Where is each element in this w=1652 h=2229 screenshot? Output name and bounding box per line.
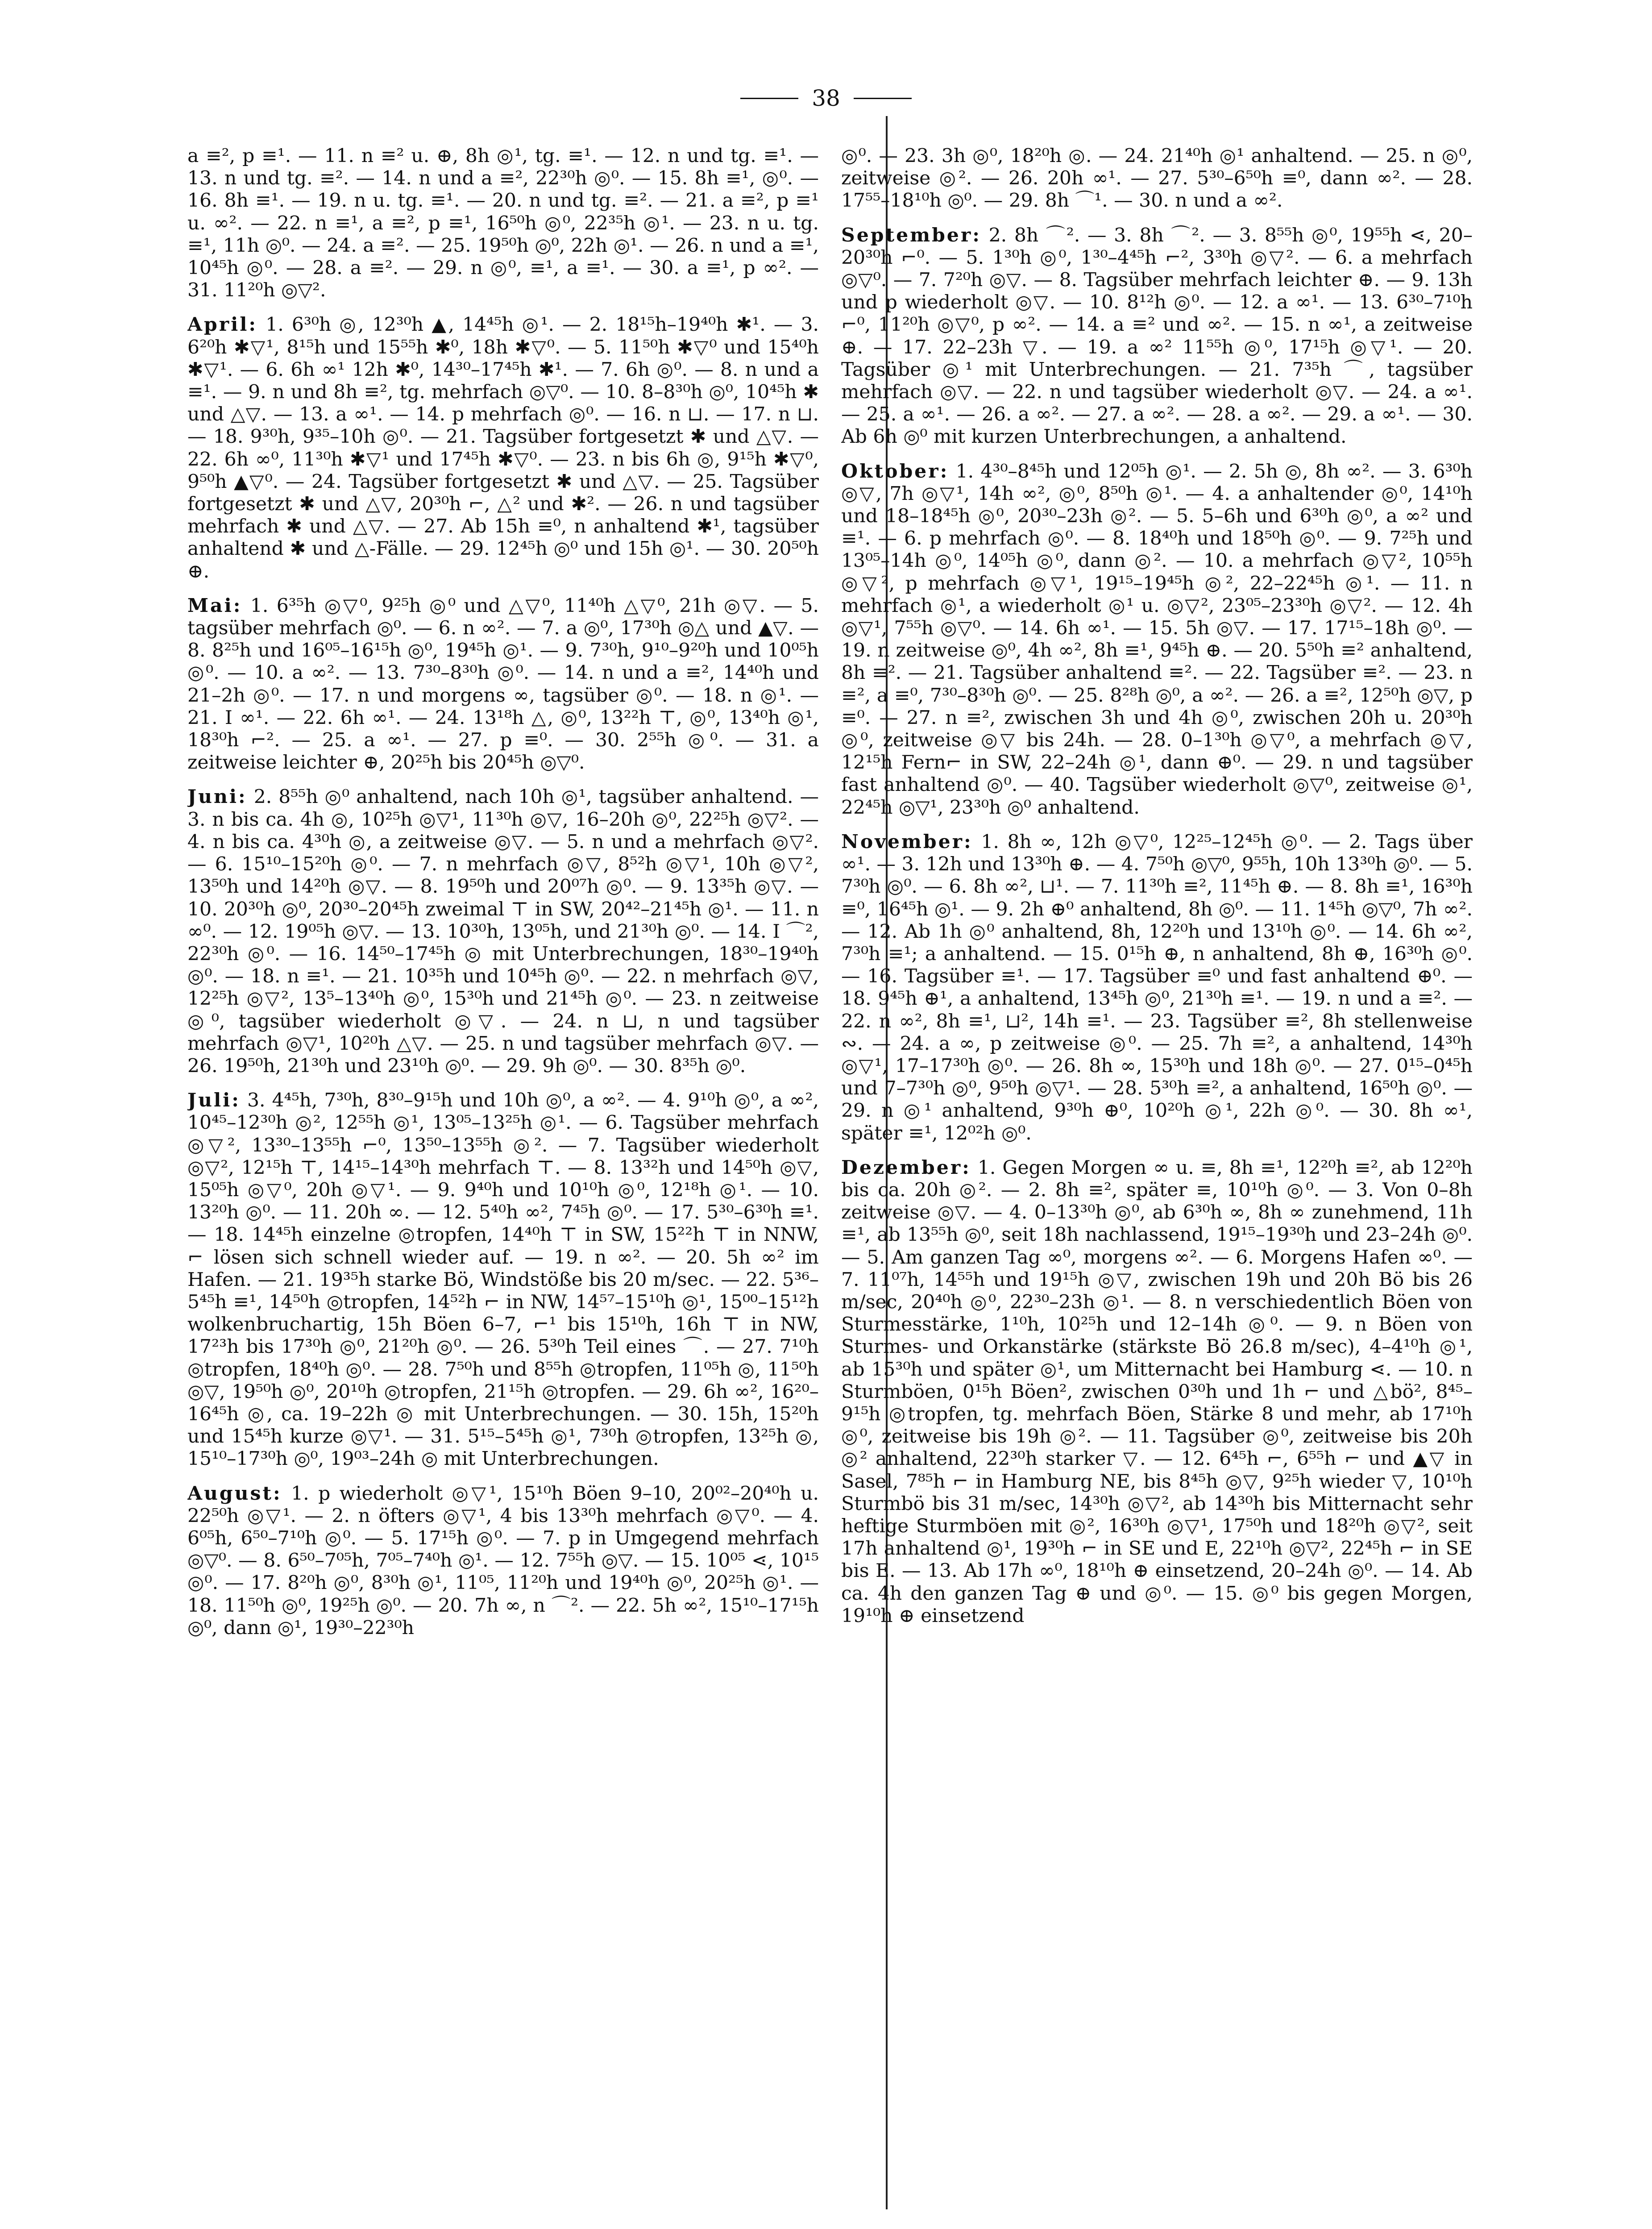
entry-text: 2. 8⁵⁵h ◎⁰ anhaltend, nach 10h ◎¹, tagsüber anhaltend. — 3. n bis ca. 4h ◎, 10²⁵h ◎▽¹, 11³⁰h ◎▽, 16–20h ◎⁰, 22²⁵h ◎▽². — 4. n bis ca. 4³⁰h ◎, a zeitweise ◎▽. — 5. n und a mehrfach ◎▽². — 6. 15¹⁰–15²⁰h ◎⁰. — 7. n mehrfach ◎▽, 8⁵²h ◎▽¹, 10h ◎▽², 13⁵⁰h und 14²⁰h ◎▽. — 8. 19⁵⁰h und 20⁰⁷h ◎⁰. — 9. 13³⁵h ◎▽. — 10. 20³⁰h ◎⁰, 20³⁰–20⁴⁵h zweimal ⊤ in SW, 20⁴²–21⁴⁵h ◎¹. — 11. n ∞⁰. — 12. 19⁰⁵h ◎▽. — 13. 10³⁰h, 13⁰⁵h, und 21³⁰h ◎⁰. — 14. I ⌒², 22³⁰h ◎⁰. — 16. 14⁵⁰–17⁴⁵h ◎ mit Unterbrechungen, 18³⁰–19⁴⁰h ◎⁰. — 18. n ≡¹. — 21. 10³⁵h und 10⁴⁵h ◎⁰. — 22. n mehrfach ◎▽, 12²⁵h ◎▽², 13⁵–13⁴⁰h ◎⁰, 15³⁰h und 21⁴⁵h ◎⁰. — 23. n zeitweise ◎⁰, tagsüber wiederholt ◎▽. — 24. n ⊔, n und tagsüber mehrfach ◎▽¹, 10²⁰h △▽. — 25. n und tagsüber mehrfach ◎▽. — 26. 19⁵⁰h, 21³⁰h und 23¹⁰h ◎⁰. — 29. 9h ◎⁰. — 30. 8³⁵h ◎⁰. bbox=[187, 786, 819, 1077]
entry-text: 3. 4⁴⁵h, 7³⁰h, 8³⁰–9¹⁵h und 10h ◎⁰, a ∞². — 4. 9¹⁰h ◎⁰, a ∞², 10⁴⁵–12³⁰h ◎², 12⁵⁵h ◎¹, 13⁰⁵–13²⁵h ◎¹. — 6. Tagsüber mehrfach ◎▽², 13³⁰–13⁵⁵h ⌐⁰, 13⁵⁰–13⁵⁵h ◎². — 7. Tagsüber wiederholt ◎▽², 12¹⁵h ⊤, 14¹⁵–14³⁰h mehrfach ⊤. — 8. 13³²h und 14⁵⁰h ◎▽, 15⁰⁵h ◎▽⁰, 20h ◎▽¹. — 9. 9⁴⁰h und 10¹⁰h ◎⁰, 12¹⁸h ◎¹. — 10. 13²⁰h ◎⁰. — 11. 20h ∞. — 12. 5⁴⁰h ∞², 7⁴⁵h ◎⁰. — 17. 5³⁰–6³⁰h ≡¹. — 18. 14⁴⁵h einzelne ◎tropfen, 14⁴⁰h ⊤ in SW, 15²²h ⊤ in NNW, ⌐ lösen sich schnell wieder auf. — 19. n ∞². — 20. 5h ∞² im Hafen. — 21. 19³⁵h starke Bö, Windstöße bis 20 m/sec. — 22. 5³⁶–5⁴⁵h ≡¹, 14⁵⁰h ◎tropfen, 14⁵²h ⌐ in NW, 14⁵⁷–15¹⁰h ◎¹, 15⁰⁰–15¹²h wolkenbruchartig, 15h Böen 6–7, ⌐¹ bis 15¹⁰h, 16h ⊤ in NW, 17²³h bis 17³⁰h ◎⁰, 21²⁰h ◎⁰. — 26. 5³⁰h Teil eines ⌒. — 27. 7¹⁰h ◎tropfen, 18⁴⁰h ◎⁰. — 28. 7⁵⁰h und 8⁵⁵h ◎tropfen, 11⁰⁵h ◎, 11⁵⁰h ◎▽, 19⁵⁰h ◎⁰, 20¹⁰h ◎tropfen, 21¹⁵h ◎tropfen. — 29. 6h ∞², 16²⁰–16⁴⁵h ◎, ca. 19–22h ◎ mit Unterbrechungen. — 30. 15h, 15²⁰h und 15⁴⁵h kurze ◎▽¹. — 31. 5¹⁵–5⁴⁵h ◎¹, 7³⁰h ◎tropfen, 13²⁵h ◎, 15¹⁰–17³⁰h ◎⁰, 19⁰³–24h ◎ mit Unterbrechungen. bbox=[187, 1090, 819, 1470]
month-heading: April: bbox=[187, 313, 258, 336]
entry-text: 1. Gegen Morgen ∞ u. ≡, 8h ≡¹, 12²⁰h ≡², ab 12²⁰h bis ca. 20h ◎². — 2. 8h ≡², später ≡, 10¹⁰h ◎⁰. — 3. Von 0–8h zeitweise ◎▽. — 4. 0–13³⁰h ◎⁰, ab 6³⁰h ∞, 8h ∞ zunehmend, 11h ≡¹, ab 13⁵⁵h ◎⁰, seit 18h nachlassend, 19¹⁵–19³⁰h und 23–24h ◎⁰. — 5. Am ganzen Tag ∞⁰, morgens ∞². — 6. Morgens Hafen ∞⁰. — 7. 11⁰⁷h, 14⁵⁵h und 19¹⁵h ◎▽, zwischen 19h und 20h Bö bis 26 m/sec, 20⁴⁰h ◎⁰, 22³⁰–23h ◎¹. — 8. n verschiedentlich Böen von Sturmesstärke, 1¹⁰h, 10²⁵h und 12–14h ◎⁰. — 9. n Böen von Sturmes- und Orkanstärke (stärkste Bö 26.8 m/sec), 4–4¹⁰h ◎¹, ab 15³⁰h und später ◎¹, um Mitternacht bei Hamburg ⋖. — 10. n Sturmböen, 0¹⁵h Böen², zwischen 0³⁰h und 1h ⌐ und △bö², 8⁴⁵–9¹⁵h ◎tropfen, tg. mehrfach Böen, Stärke 8 und mehr, ab 17¹⁰h ◎⁰, zeitweise bis 19h ◎². — 11. Tagsüber ◎⁰, zeitweise bis 20h ◎² anhaltend, 22³⁰h starker ▽. — 12. 6⁴⁵h ⌐, 6⁵⁵h ⌐ und ▲▽ in Sasel, 7⁸⁵h ⌐ in Hamburg NE, bis 8⁴⁵h ◎▽, 9²⁵h wieder ▽, 10¹⁰h Sturmbö bis 31 m/sec, 14³⁰h ◎▽², ab 14³⁰h bis Mitternacht sehr heftige Sturmböen mit ◎², 16³⁰h ◎▽¹, 17⁵⁰h und 18²⁰h ◎▽², seit 17h anhaltend ◎¹, 19³⁰h ⌐ in SE und E, 22¹⁰h ◎▽², 22⁴⁵h ⌐ in SE bis E. — 13. Ab 17h ∞⁰, 18¹⁰h ⊕ einsetzend, 20–24h ◎⁰. — 14. Ab ca. 4h den ganzen Tag ⊕ und ◎⁰. — 15. ◎⁰ bis gegen Morgen, 19¹⁰h ⊕ einsetzend bbox=[841, 1156, 1473, 1627]
entry-text: 1. 4³⁰–8⁴⁵h und 12⁰⁵h ◎¹. — 2. 5h ◎, 8h ∞². — 3. 6³⁰h ◎▽, 7h ◎▽¹, 14h ∞², ◎⁰, 8⁵⁰h ◎¹. — 4. a anhaltender ◎⁰, 14¹⁰h und 18–18⁴⁵h ◎⁰, 20³⁰–23h ◎². — 5. 5–6h und 6³⁰h ◎⁰, a ∞² und ≡¹. — 6. p mehrfach ◎⁰. — 8. 18⁴⁰h und 18⁵⁰h ◎⁰. — 9. 7²⁵h und 13⁰⁵–14h ◎⁰, 14⁰⁵h ◎⁰, dann ◎². — 10. a mehrfach ◎▽², 10⁵⁵h ◎▽², p mehrfach ◎▽¹, 19¹⁵–19⁴⁵h ◎², 22–22⁴⁵h ◎¹. — 11. n mehrfach ◎¹, a wiederholt ◎¹ u. ◎▽², 23⁰⁵–23³⁰h ◎▽². — 12. 4h ◎▽¹, 7⁵⁵h ◎▽⁰. — 14. 6h ∞¹. — 15. 5h ◎▽. — 17. 17¹⁵–18h ◎⁰. — 19. n zeitweise ◎⁰, 4h ∞², 8h ≡¹, 9⁴⁵h ⊕. — 20. 5⁵⁰h ≡² anhaltend, 8h ≡². — 21. Tagsüber anhaltend ≡². — 22. Tagsüber ≡². — 23. n ≡², a ≡⁰, 7³⁰–8³⁰h ◎⁰. — 25. 8²⁸h ◎⁰, a ∞². — 26. a ≡², 12⁵⁰h ◎▽, p ≡⁰. — 27. n ≡², zwischen 3h und 4h ◎⁰, zwischen 20h u. 20³⁰h ◎⁰, zeitweise ◎▽ bis 24h. — 28. 0–1³⁰h ◎▽⁰, a mehrfach ◎▽, 12¹⁵h Fern⌐ in SW, 22–24h ◎¹, dann ⊕⁰. — 29. n und tagsüber fast anhaltend ◎⁰. — 40. Tagsüber wiederholt ◎▽⁰, zeitweise ◎¹, 22⁴⁵h ◎▽¹, 23³⁰h ◎⁰ anhaltend. bbox=[841, 460, 1473, 819]
header-rule-left bbox=[740, 98, 798, 99]
month-entry-april bbox=[187, 313, 819, 582]
month-entry-august bbox=[187, 1482, 819, 1639]
month-entry-august-continued bbox=[841, 145, 1473, 212]
month-heading: Mai: bbox=[187, 594, 242, 617]
entry-text: ◎⁰. — 23. 3h ◎⁰, 18²⁰h ◎. — 24. 21⁴⁰h ◎¹ anhaltend. — 25. n ◎⁰, zeitweise ◎². — 26. 20h ∞¹. — 27. 5³⁰–6⁵⁰h ≡⁰, dann ∞². — 28. 17⁵⁵–18¹⁰h ◎⁰. — 29. 8h ⌒¹. — 30. n und a ∞². bbox=[841, 145, 1473, 212]
right-column bbox=[841, 145, 1473, 2207]
month-heading: Juli: bbox=[187, 1089, 241, 1112]
entry-text: 1. 6³⁵h ◎▽⁰, 9²⁵h ◎⁰ und △▽⁰, 11⁴⁰h △▽⁰, 21h ◎▽. — 5. tagsüber mehrfach ◎⁰. — 6. n ∞². — 7. a ◎⁰, 17³⁰h ◎△ und ▲▽. — 8. 8²⁵h und 16⁰⁵–16¹⁵h ◎⁰, 19⁴⁵h ◎¹. — 9. 7³⁰h, 9¹⁰–9²⁰h und 10⁰⁵h ◎⁰. — 10. a ∞². — 13. 7³⁰–8³⁰h ◎⁰. — 14. n und a ≡², 14⁴⁰h und 21–2h ◎⁰. — 17. n und morgens ∞, tagsüber ◎⁰. — 18. n ◎¹. — 21. I ∞¹. — 22. 6h ∞¹. — 24. 13¹⁸h △, ◎⁰, 13²²h ⊤, ◎⁰, 13⁴⁰h ◎¹, 18³⁰h ⌐². — 25. a ∞¹. — 27. p ≡⁰. — 30. 2⁵⁵h ◎⁰. — 31. a zeitweise leichter ⊕, 20²⁵h bis 20⁴⁵h ◎▽⁰. bbox=[187, 595, 819, 774]
month-heading: November: bbox=[841, 830, 973, 853]
month-heading: Juni: bbox=[187, 786, 247, 808]
month-entry-october bbox=[841, 460, 1473, 819]
header-rule-right bbox=[854, 98, 912, 99]
month-entry-july bbox=[187, 1089, 819, 1470]
entry-text: a ≡², p ≡¹. — 11. n ≡² u. ⊕, 8h ◎¹, tg. ≡¹. — 12. n und tg. ≡¹. — 13. n und tg. ≡². — 14. n und a ≡², 22³⁰h ◎⁰. — 15. 8h ≡¹, ◎⁰. — 16. 8h ≡¹. — 19. n u. tg. ≡¹. — 20. n und tg. ≡². — 21. a ≡², p ≡¹ u. ∞². — 22. n ≡¹, a ≡², p ≡¹, 16⁵⁰h ◎⁰, 22³⁵h ◎¹. — 23. n u. tg. ≡¹, 11h ◎⁰. — 24. a ≡². — 25. 19⁵⁰h ◎⁰, 22h ◎¹. — 26. n und a ≡¹, 10⁴⁵h ◎⁰. — 28. a ≡². — 29. n ◎⁰, ≡¹, a ≡¹. — 30. a ≡¹, p ∞². — 31. 11²⁰h ◎▽². bbox=[187, 145, 819, 302]
month-entry-november bbox=[841, 831, 1473, 1145]
left-column bbox=[187, 145, 819, 2207]
entry-text: 1. p wiederholt ◎▽¹, 15¹⁰h Böen 9–10, 20⁰²–20⁴⁰h u. 22⁵⁰h ◎▽¹. — 2. n öfters ◎▽¹, 4 bis 13³⁰h mehrfach ◎▽⁰. — 4. 6⁰⁵h, 6⁵⁰–7¹⁰h ◎⁰. — 5. 17¹⁵h ◎⁰. — 7. p in Umgegend mehrfach ◎▽⁰. — 8. 6⁵⁰–7⁰⁵h, 7⁰⁵–7⁴⁰h ◎¹. — 12. 7⁵⁵h ◎▽. — 15. 10⁰⁵ ⋖, 10¹⁵ ◎⁰. — 17. 8²⁰h ◎⁰, 8³⁰h ◎¹, 11⁰⁵, 11²⁰h und 19⁴⁰h ◎⁰, 20²⁵h ◎¹. — 18. 11⁵⁰h ◎⁰, 19²⁵h ◎⁰. — 20. 7h ∞, n ⌒². — 22. 5h ∞², 15¹⁰–17¹⁵h ◎⁰, dann ◎¹, 19³⁰–22³⁰h bbox=[187, 1482, 819, 1639]
month-heading: August: bbox=[187, 1482, 282, 1505]
month-entry-december bbox=[841, 1156, 1473, 1627]
page-header bbox=[0, 85, 1652, 112]
page-number: 38 bbox=[812, 85, 840, 111]
entry-text: 1. 8h ∞, 12h ◎▽⁰, 12²⁵–12⁴⁵h ◎⁰. — 2. Tags über ∞¹. — 3. 12h und 13³⁰h ⊕. — 4. 7⁵⁰h ◎▽⁰, 9⁵⁵h, 10h 13³⁰h ◎⁰. — 5. 7³⁰h ◎⁰. — 6. 8h ∞², ⊔¹. — 7. 11³⁰h ≡², 11⁴⁵h ⊕. — 8. 8h ≡¹, 16³⁰h ≡⁰, 16⁴⁵h ◎¹. — 9. 2h ⊕⁰ anhaltend, 8h ◎⁰. — 11. 1⁴⁵h ◎▽⁰, 7h ∞². — 12. Ab 1h ◎⁰ anhaltend, 8h, 12²⁰h und 13¹⁰h ◎⁰. — 14. 6h ∞², 7³⁰h ≡¹; a anhaltend. — 15. 0¹⁵h ⊕, n anhaltend, 8h ⊕, 16³⁰h ◎⁰. — 16. Tagsüber ≡¹. — 17. Tagsüber ≡⁰ und fast anhaltend ⊕⁰. — 18. 9⁴⁵h ⊕¹, a anhaltend, 13⁴⁵h ◎⁰, 21³⁰h ≡¹. — 19. n und a ≡². — 22. n ∞², 8h ≡¹, ⊔², 14h ≡¹. — 23. Tagsüber ≡², 8h stellenweise ∾. — 24. a ∞, p zeitweise ◎⁰. — 25. 7h ≡², a anhaltend, 14³⁰h ◎▽¹, 17–17³⁰h ◎⁰. — 26. 8h ∞, 15³⁰h und 18h ◎⁰. — 27. 0¹⁵–0⁴⁵h und 7–7³⁰h ◎⁰, 9⁵⁰h ◎▽¹. — 28. 5³⁰h ≡², a anhaltend, 16⁵⁰h ◎⁰. — 29. n ◎¹ anhaltend, 9³⁰h ⊕⁰, 10²⁰h ◎¹, 22h ◎⁰. — 30. 8h ∞¹, später ≡¹, 12⁰²h ◎⁰. bbox=[841, 831, 1473, 1144]
month-entry-september bbox=[841, 224, 1473, 449]
month-heading: Dezember: bbox=[841, 1156, 971, 1179]
month-heading: Oktober: bbox=[841, 460, 949, 482]
month-entry-june bbox=[187, 786, 819, 1077]
entry-text: 2. 8h ⌒². — 3. 8h ⌒². — 3. 8⁵⁵h ◎⁰, 19⁵⁵h ⋖, 20–20³⁰h ⌐⁰. — 5. 1³⁰h ◎⁰, 1³⁰–4⁴⁵h ⌐², 3³⁰h ◎▽². — 6. a mehrfach ◎▽⁰. — 7. 7²⁰h ◎▽. — 8. Tagsüber mehrfach leichter ⊕. — 9. 13h und p wiederholt ◎▽. — 10. 8¹²h ◎⁰. — 12. a ∞¹. — 13. 6³⁰–7¹⁰h ⌐⁰, 11²⁰h ◎▽⁰, p ∞². — 14. a ≡² und ∞². — 15. n ∞¹, a zeitweise ⊕. — 17. 22–23h ▽. — 19. a ∞² 11⁵⁵h ◎⁰, 17¹⁵h ◎▽¹. — 20. Tagsüber ◎¹ mit Unterbrechungen. — 21. 7³⁵h ⌒, tagsüber mehrfach ◎▽. — 22. n und tagsüber wiederholt ◎▽. — 24. a ∞¹. — 25. a ∞¹. — 26. a ∞². — 27. a ∞². — 28. a ∞². — 29. a ∞¹. — 30. Ab 6h ◎⁰ mit kurzen Unterbrechungen, a anhaltend. bbox=[841, 224, 1473, 448]
text-columns bbox=[187, 145, 1473, 2207]
month-entry-may bbox=[187, 595, 819, 774]
entry-text: 1. 6³⁰h ◎, 12³⁰h ▲, 14⁴⁵h ◎¹. — 2. 18¹⁵h–19⁴⁰h ✱¹. — 3. 6²⁰h ✱▽¹, 8¹⁵h und 15⁵⁵h ✱⁰, 18h ✱▽⁰. — 5. 11⁵⁰h ✱▽⁰ und 15⁴⁰h ✱▽¹. — 6. 6h ∞¹ 12h ✱⁰, 14³⁰–17⁴⁵h ✱¹. — 7. 6h ◎⁰. — 8. n und a ≡¹. — 9. n und 8h ≡², tg. mehrfach ◎▽⁰. — 10. 8–8³⁰h ◎⁰, 10⁴⁵h ✱ und △▽. — 13. a ∞¹. — 14. p mehrfach ◎⁰. — 16. n ⊔. — 17. n ⊔. — 18. 9³⁰h, 9³⁵–10h ◎⁰. — 21. Tagsüber fortgesetzt ✱ und △▽. — 22. 6h ∞⁰, 11³⁰h ✱▽¹ und 17⁴⁵h ✱▽⁰. — 23. n bis 6h ◎, 9¹⁵h ✱▽⁰, 9⁵⁰h ▲▽⁰. — 24. Tagsüber fortgesetzt ✱ und △▽. — 25. Tagsüber fortgesetzt ✱ und △▽, 20³⁰h ⌐, △² und ✱². — 26. n und tagsüber mehrfach ✱ und △▽. — 27. Ab 15h ≡⁰, n anhaltend ✱¹, tagsüber anhaltend ✱ und △-Fälle. — 29. 12⁴⁵h ◎⁰ und 15h ◎¹. — 30. 20⁵⁰h ⊕. bbox=[187, 314, 819, 582]
month-entry-march-continued bbox=[187, 145, 819, 302]
month-heading: September: bbox=[841, 224, 981, 246]
